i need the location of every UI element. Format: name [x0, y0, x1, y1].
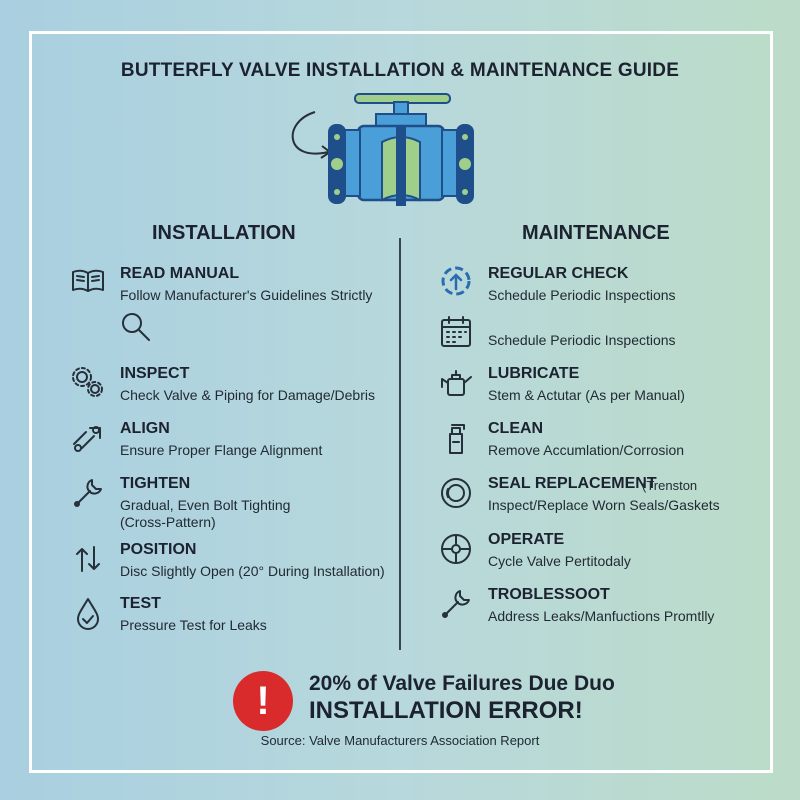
arrows-icon: [70, 541, 106, 577]
item-title: INSPECT: [120, 365, 190, 382]
item-description-2: (Cross-Pattern): [120, 514, 216, 530]
column-divider: [399, 238, 401, 650]
item-title: TROBLESSOOT: [488, 586, 610, 603]
item-description: Stem & Actutar (As per Manual): [488, 387, 685, 403]
item-description: Gradual, Even Bolt Tighting: [120, 497, 291, 513]
item-description: Inspect/Replace Worn Seals/Gaskets: [488, 497, 720, 513]
item-title: ALIGN: [120, 420, 170, 437]
magnifier-icon: [118, 309, 154, 345]
item-title: TIGHTEN: [120, 475, 191, 492]
item-description: Disc Slightly Open (20° During Installation): [120, 563, 385, 579]
item-title: REGULAR CHECK: [488, 265, 629, 282]
item-title: READ MANUAL: [120, 265, 240, 282]
book-icon: [70, 263, 106, 299]
item-title-extra: (Trenston: [642, 478, 698, 493]
item-description: Pressure Test for Leaks: [120, 617, 267, 633]
butterfly-valve-illustration: [280, 92, 520, 217]
item-title: POSITION: [120, 541, 197, 558]
wrench-icon: [70, 475, 106, 511]
source-citation: Source: Valve Manufacturers Association Report: [260, 733, 540, 748]
align-icon: [70, 420, 106, 456]
item-description: Schedule Periodic Inspections: [488, 332, 676, 348]
gears-icon: [70, 365, 106, 401]
item-description: Follow Manufacturer's Guidelines Strictly: [120, 287, 373, 303]
handwheel-icon: [438, 531, 474, 567]
item-description: Check Valve & Piping for Damage/Debris: [120, 387, 375, 403]
item-title: TEST: [120, 595, 161, 612]
wrench-icon: [438, 586, 474, 622]
installation-heading: INSTALLATION: [152, 222, 296, 244]
droplet-icon: [70, 595, 106, 631]
warning-icon: !: [233, 671, 293, 731]
seal-icon: [438, 475, 474, 511]
item-description: Ensure Proper Flange Alignment: [120, 442, 323, 458]
item-title: CLEAN: [488, 420, 544, 437]
item-description: Cycle Valve Pertitodaly: [488, 553, 631, 569]
page-title: BUTTERFLY VALVE INSTALLATION & MAINTENANCE GUIDE: [120, 60, 680, 81]
item-description: Remove Accumlation/Corrosion: [488, 442, 685, 458]
failure-statistic: 20% of Valve Failures Due Duo: [309, 672, 615, 695]
oilcan-icon: [438, 365, 474, 401]
item-title: OPERATE: [488, 531, 565, 548]
item-description: Address Leaks/Manfuctions Promtlly: [488, 608, 715, 624]
item-title: SEAL REPLACEMENT: [488, 475, 657, 492]
installation-error-heading: INSTALLATION ERROR!: [309, 697, 583, 724]
item-title: LUBRICATE: [488, 365, 580, 382]
spray-icon: [438, 420, 474, 456]
cycle-icon: [438, 263, 474, 299]
calendar-icon: [438, 314, 474, 350]
maintenance-heading: MAINTENANCE: [522, 222, 670, 244]
item-description: Schedule Periodic Inspections: [488, 287, 676, 303]
